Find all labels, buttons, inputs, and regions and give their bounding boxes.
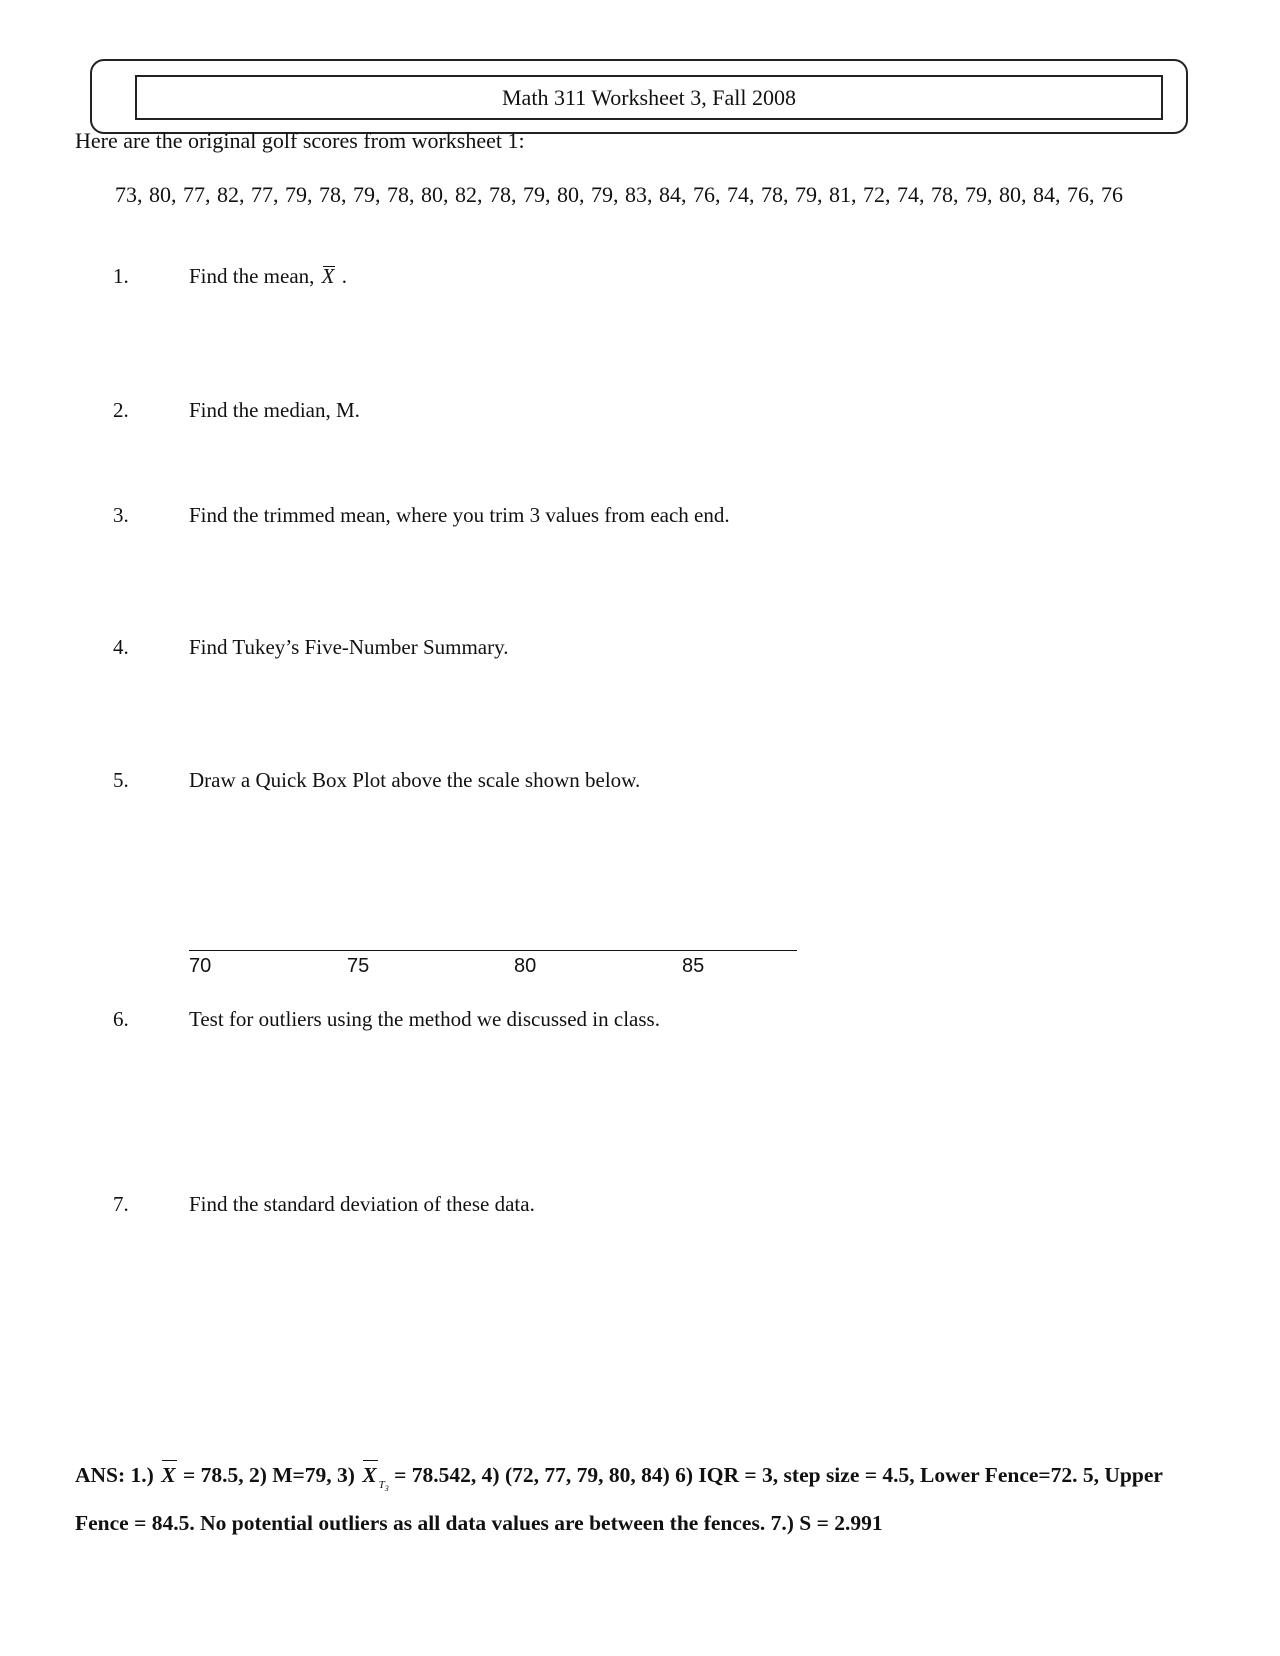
question-number: 6.: [113, 1007, 129, 1031]
intro-text: Here are the original golf scores from worksheet 1:: [75, 128, 525, 153]
scale-tick-label: 70: [189, 955, 212, 977]
answer-part-2: = 78.542, 4) (72, 77, 79, 80, 84) 6) IQR = 3, step size = 4.5, Lower Fence=72. 5, Upper Fence = 84.5. No potential outliers as all data values are between the fences. 7.) S = 2.991: [75, 1463, 1163, 1535]
question-text: Test for outliers using the method we discussed in class.: [189, 1007, 660, 1031]
mean-symbol: X: [321, 264, 335, 288]
question-number: 4.: [113, 635, 129, 659]
page-title: Math 311 Worksheet 3, Fall 2008: [135, 75, 1163, 120]
subscript-3: 3: [384, 1484, 389, 1493]
scale-tick-label: 85: [682, 955, 705, 977]
question-number: 5.: [113, 768, 129, 792]
question-text: Draw a Quick Box Plot above the scale shown below.: [189, 768, 641, 792]
trimmed-mean-subscript: [379, 1479, 389, 1491]
question-number: 3.: [113, 503, 129, 527]
golf-scores-list: 73, 80, 77, 82, 77, 79, 78, 79, 78, 80, 82, 78, 79, 80, 79, 83, 84, 76, 74, 78, 79, 81, 72, 74, 78, 79, 80, 84, 76, 76: [115, 182, 1123, 207]
answer-lead: ANS: 1.): [75, 1463, 160, 1487]
question-text: [189, 264, 347, 289]
scale-tick-label: 75: [347, 955, 370, 977]
question-text: Find Tukey’s Five-Number Summary.: [189, 635, 509, 659]
box-plot-scale-line: [189, 950, 797, 951]
answer-key: [75, 1458, 1215, 1541]
question-text: Find the median, M.: [189, 398, 360, 422]
answer-part-1: = 78.5, 2) M=79, 3): [177, 1463, 361, 1487]
answer-mean-symbol: X: [159, 1458, 177, 1493]
question-number: 7.: [113, 1192, 129, 1216]
question-number: 2.: [113, 398, 129, 422]
trimmed-mean-symbol: X: [360, 1458, 378, 1493]
question-1-text: Find the mean,: [189, 264, 320, 288]
question-text: Find the trimmed mean, where you trim 3 values from each end.: [189, 503, 730, 527]
question-text: Find the standard deviation of these data.: [189, 1192, 535, 1216]
question-number: 1.: [113, 264, 129, 288]
subscript-t: T: [378, 1479, 385, 1491]
question-1-punct: .: [336, 264, 347, 288]
scale-tick-label: 80: [514, 955, 537, 977]
